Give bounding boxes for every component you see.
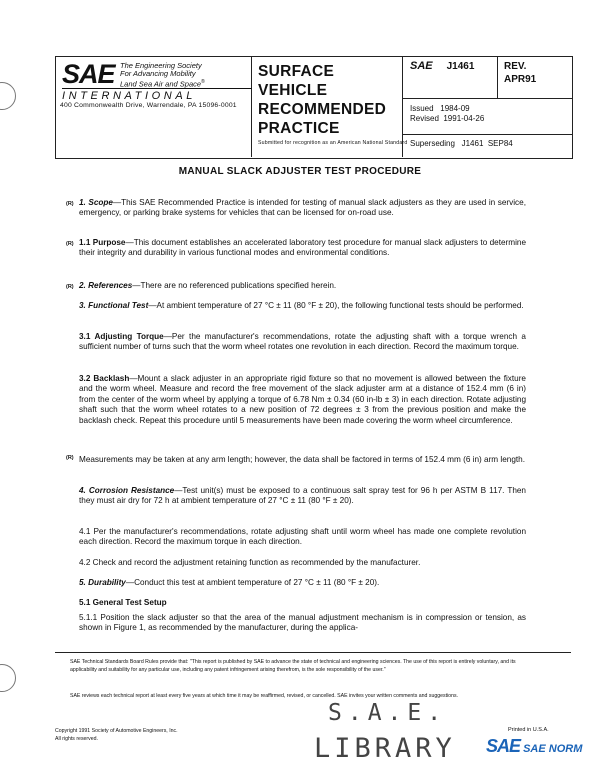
section-text: —There are no referenced publications specified herein. bbox=[132, 281, 337, 290]
document-prefix: SAE bbox=[410, 60, 433, 72]
sae-logo-mark: SAE bbox=[62, 59, 115, 89]
section-backlash bbox=[79, 374, 526, 426]
footer-review: SAE reviews each technical report at least every five years at which time it may be reaffirmed, revised, or cancelled. SAE invites your written comments and suggestions. bbox=[70, 693, 458, 699]
tagline-line: Land Sea Air and Space® bbox=[120, 79, 205, 89]
section-heading: 3.1 Adjusting Torque bbox=[79, 332, 164, 341]
document-type-line: PRACTICE bbox=[258, 120, 340, 137]
document-type bbox=[258, 62, 386, 138]
tagline-line: For Advancing Mobility bbox=[120, 69, 196, 78]
document-type-line: SURFACE bbox=[258, 63, 335, 80]
punch-hole bbox=[0, 82, 16, 110]
section-heading: 4. Corrosion Resistance bbox=[79, 486, 175, 495]
section-text: —Mount a slack adjuster in an appropriate rigid fixture so that no movement is allowed between the fixture and the worm wheel. Measure and record the free movement of the slack adjuster arm at a distance of 152.4 mm (6 in) from the center of the worm wheel by applying a torque of 6.78 Nm ± 0.34 (60 in-lb ± 3) in each direction. Rotate adjusting shaft such that the worm wheel rotates to a new position of 72 degrees ± 3 from the previous position and make the backlash check. Repeat this procedure until 5 measurements have been made covering the worm wheel circumference. bbox=[79, 374, 526, 425]
superseding: Superseding J1461 SEP84 bbox=[410, 139, 513, 148]
section-heading: 5. Durability bbox=[79, 578, 126, 587]
sae-address: 400 Commonwealth Drive, Warrendale, PA 15096-0001 bbox=[60, 102, 237, 109]
rights-reserved: All rights reserved. bbox=[55, 736, 98, 742]
revised-date: Revised 1991-04-26 bbox=[410, 114, 485, 123]
revision-mark: (R) bbox=[66, 455, 74, 461]
document-number-value: J1461 bbox=[446, 61, 475, 72]
section-text: —At ambient temperature of 27 °C ± 11 (80 °F ± 20), the following functional tests should be performed. bbox=[148, 301, 524, 310]
section-durability bbox=[79, 578, 526, 588]
section-heading: 3.2 Backlash bbox=[79, 374, 130, 383]
section-general-setup bbox=[79, 598, 526, 608]
section-heading: 2. References bbox=[79, 281, 133, 290]
section-functional-test bbox=[79, 301, 526, 311]
international-label: INTERNATIONAL bbox=[62, 88, 252, 102]
printed-in: Printed in U.S.A. bbox=[508, 727, 549, 733]
section-purpose bbox=[79, 238, 526, 259]
library-stamp: LIBRARY bbox=[314, 733, 456, 764]
document-title: MANUAL SLACK ADJUSTER TEST PROCEDURE bbox=[178, 166, 422, 177]
header-divider bbox=[402, 98, 572, 99]
section-5-1-1: 5.1.1 Position the slack adjuster so that the area of the manual adjustment mechanism is in compression or tension, as shown in Figure 1, as recommended by the manufacturer, during the applica- bbox=[79, 613, 526, 633]
revision-mark: (R) bbox=[66, 201, 74, 207]
revision-mark: (R) bbox=[66, 241, 74, 247]
document-type-line: VEHICLE bbox=[258, 82, 328, 99]
punch-hole bbox=[0, 664, 16, 692]
header-divider bbox=[402, 134, 572, 135]
document-type-line: RECOMMENDED bbox=[258, 101, 387, 118]
section-4-1: 4.1 Per the manufacturer's recommendations, rotate adjusting shaft until worm wheel has made one complete revolution each direction. Record the maximum torque in each direction. bbox=[79, 527, 526, 547]
header-divider bbox=[251, 56, 252, 157]
section-text: —This document establishes an accelerated laboratory test procedure for manual slack adjusters to determine their integrity and durability in various functional modes and environmental conditions. bbox=[79, 238, 527, 258]
section-text: —Test unit(s) must be exposed to a continuous salt spray test for 96 h per ASTM B 117. Then they must air dry for 72 h at ambient temperature of 27 °C ± 11 (80 °F ± 20). bbox=[79, 486, 526, 506]
section-heading: 3. Functional Test bbox=[79, 301, 149, 310]
footer-rule bbox=[55, 652, 571, 653]
section-corrosion bbox=[79, 486, 526, 507]
revision-label: REV. bbox=[504, 61, 527, 72]
issue-dates bbox=[410, 104, 484, 124]
section-heading: 1. Scope bbox=[79, 198, 113, 207]
section-heading: 5.1 General Test Setup bbox=[79, 598, 167, 607]
issued-date: Issued 1984-09 bbox=[410, 104, 470, 113]
submitted-note: Submitted for recognition as an American National Standard bbox=[258, 140, 408, 146]
section-text: —This SAE Recommended Practice is intended for testing of manual slack adjusters as they are used in service, emergency, or parking brake systems for vehicles that can be licensed for on-road use. bbox=[79, 198, 526, 218]
backlash-note: Measurements may be taken at any arm length; however, the data shall be factored in terms of 152.4 mm (6 in) arm length. bbox=[79, 455, 525, 464]
header-divider bbox=[497, 56, 498, 98]
sae-norm-watermark bbox=[486, 736, 582, 757]
revision bbox=[504, 60, 536, 86]
document-number bbox=[410, 60, 474, 72]
revision-value: APR91 bbox=[504, 74, 537, 85]
watermark-logo: SAE bbox=[486, 736, 521, 756]
revision-mark: (R) bbox=[66, 284, 74, 290]
section-text: —Conduct this test at ambient temperature of 27 °C ± 11 (80 °F ± 20). bbox=[125, 578, 380, 587]
watermark-text: SAE NORM bbox=[523, 743, 583, 755]
tagline-line: The Engineering Society bbox=[120, 61, 202, 70]
section-4-2: 4.2 Check and record the adjustment retaining function as recommended by the manufacturer. bbox=[79, 558, 421, 567]
copyright: Copyright 1991 Society of Automotive Engineers, Inc. bbox=[55, 728, 178, 734]
section-heading: 1.1 Purpose bbox=[79, 238, 126, 247]
section-scope bbox=[79, 198, 526, 219]
section-references bbox=[79, 281, 526, 291]
section-adjusting-torque bbox=[79, 332, 526, 353]
section-text: —Per the manufacturer's recommendations, rotate the adjusting shaft with a torque wrench a sufficient number of turns such that the worm wheel rotates one revolution in each direction. Record the maximum torque. bbox=[79, 332, 526, 352]
library-stamp-sae: S.A.E. bbox=[328, 700, 448, 726]
footer-rules: SAE Technical Standards Board Rules provide that: "This report is published by SAE to advance the state of technical and engineering sciences. The use of this report is entirely voluntary, and its applicability and suitability for any particular use, including any patent infringement arising therefrom, is the sole responsibility of the user." bbox=[70, 659, 516, 673]
sae-tagline bbox=[120, 62, 250, 89]
